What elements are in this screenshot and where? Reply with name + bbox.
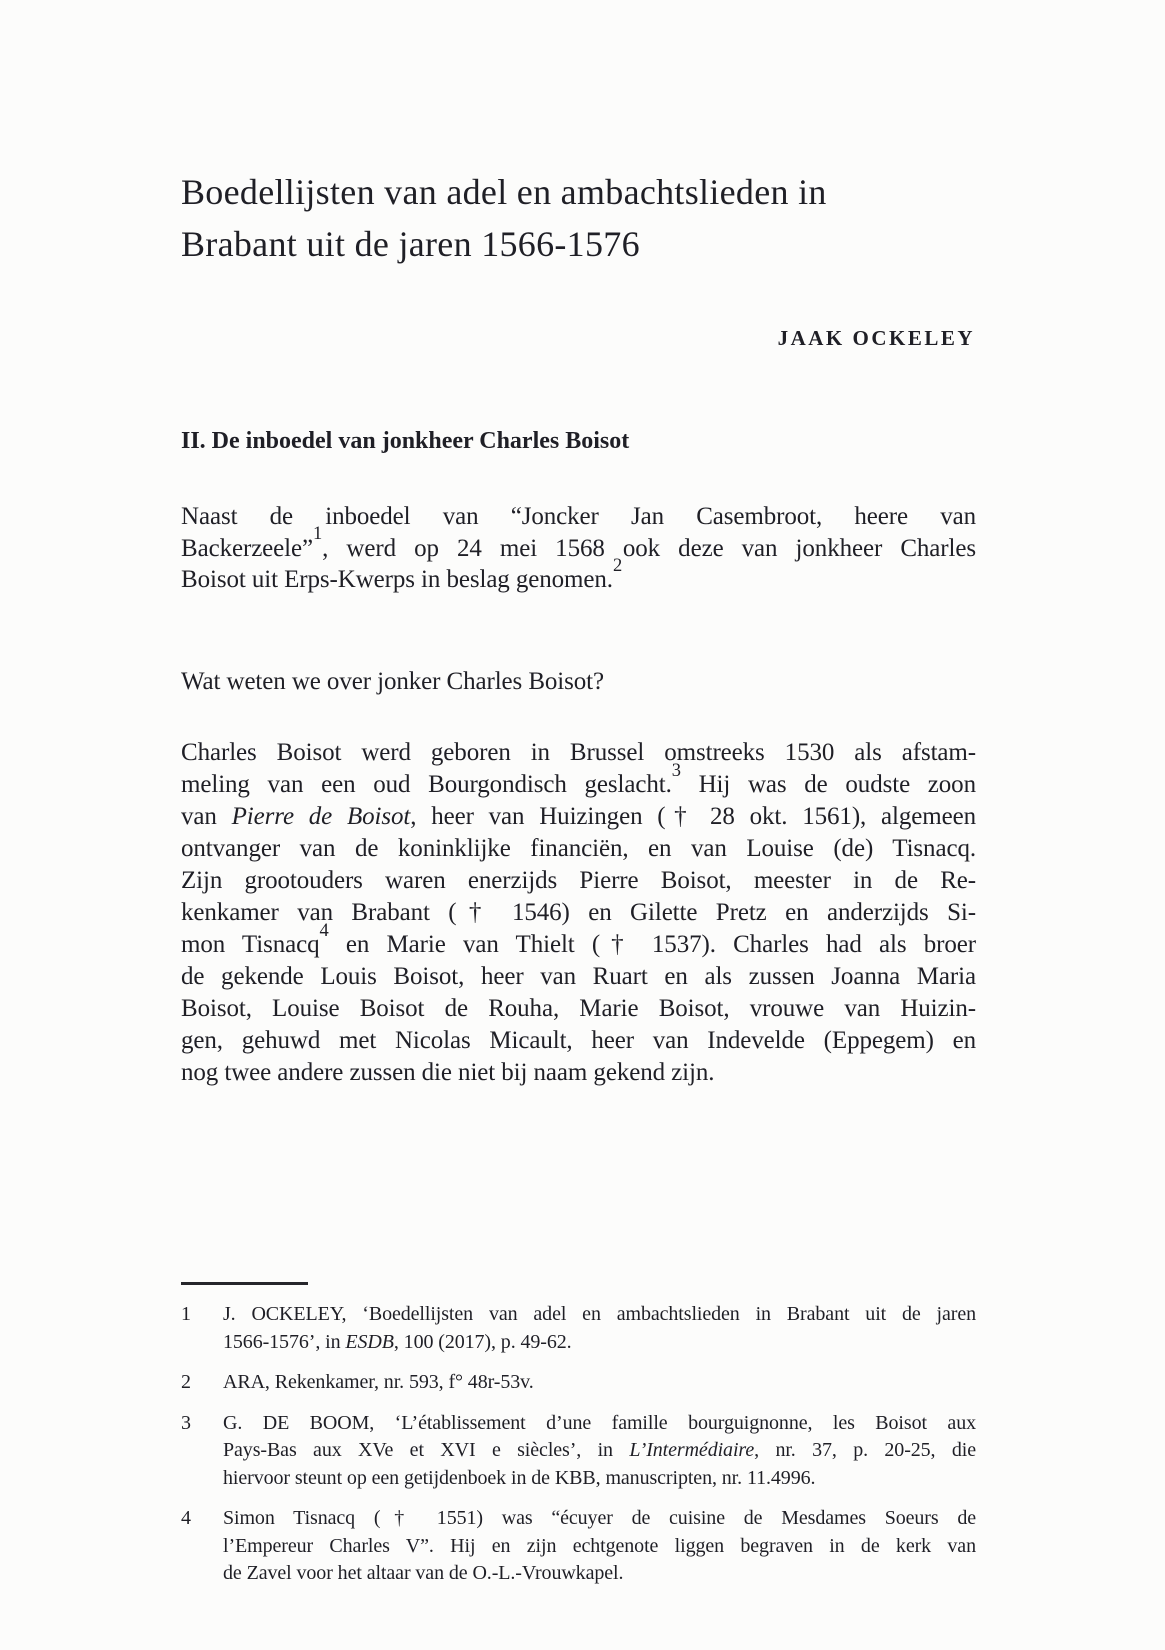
text-segment: Backerzeele” <box>181 534 314 562</box>
footnote-number: 2 <box>181 1371 191 1393</box>
paragraph-biography <box>181 737 976 1089</box>
footnote-separator-rule <box>181 1282 308 1285</box>
footnote-text <box>223 1301 976 1356</box>
text-line: Simon Tisnacq († 1551) was “écuyer de cuisine de Mesdames Soeurs de <box>223 1507 976 1529</box>
footnote-text <box>223 1369 976 1397</box>
italic-text: Pierre de Boisot <box>231 803 411 830</box>
footnote-4 <box>181 1505 976 1588</box>
text-line: G. DE BOOM, ‘L’établissement d’une famille bourguignonne, les Boisot aux <box>223 1411 976 1434</box>
footnote-text <box>223 1505 976 1588</box>
text-line: J. OCKELEY, ‘Boedellijsten van adel en ambachtslieden in Brabant uit de jaren <box>223 1303 976 1325</box>
text-segment: 1566-1576’, in <box>223 1330 346 1353</box>
text-line: l’Empereur Charles V”. Hij en zijn echtgenote liggen begraven in de kerk van <box>223 1534 976 1557</box>
article-title-line-1: Boedellijsten van adel en ambachtslieden in <box>181 172 827 212</box>
paragraph-intro <box>181 501 976 596</box>
text-segment: , nr. 37, p. 20-25, die <box>754 1439 976 1461</box>
text-line <box>181 801 976 833</box>
text-line: ontvanger van de koninklijke financiën, en van Louise (de) Tisnacq. <box>181 835 976 862</box>
text-line <box>223 1437 976 1465</box>
text-segment: van <box>181 803 232 830</box>
footnote-number: 4 <box>181 1507 191 1529</box>
text-line: Zijn grootouders waren enerzijds Pierre Boisot, meester in de Re- <box>181 867 976 894</box>
text-segment: , werd op 24 mei 1568 ook deze van jonkheer Charles <box>322 534 976 562</box>
text-line: de Zavel voor het altaar van de O.-L.-Vrouwkapel. <box>223 1562 624 1584</box>
author-name: JAAK OCKELEY <box>777 326 975 350</box>
text-line: Boisot, Louise Boisot de Rouha, Marie Boisot, vrouwe van Huizin- <box>181 995 976 1022</box>
footnote-2 <box>181 1369 976 1397</box>
text-line: Naast de inboedel van “Joncker Jan Casembroot, heere van <box>181 503 976 530</box>
text-segment: , heer van Huizingen († 28 okt. 1561), algemeen <box>410 803 976 830</box>
text-line <box>181 920 976 961</box>
text-line <box>181 760 976 801</box>
footnote-ref-3: 3 <box>671 760 681 781</box>
section-heading: II. De inboedel van jonkheer Charles Boisot <box>181 428 630 454</box>
article-title-line-2: Brabant uit de jaren 1566-1576 <box>181 224 640 264</box>
footnote-number: 3 <box>181 1411 191 1434</box>
text-line <box>223 1329 976 1357</box>
footnotes-block <box>181 1301 976 1601</box>
text-line: de gekende Louis Boisot, heer van Ruart en als zussen Joanna Maria <box>181 963 976 990</box>
italic-text: L’Intermédiaire <box>629 1439 755 1461</box>
text-segment: mon Tisnacq <box>181 931 320 958</box>
text-line: gen, gehuwd met Nicolas Micault, heer van Indevelde (Eppegem) en <box>181 1027 976 1054</box>
footnote-text <box>223 1410 976 1493</box>
footnote-1 <box>181 1301 976 1356</box>
text-line <box>181 524 976 565</box>
footnote-3 <box>181 1410 976 1493</box>
text-line: Charles Boisot werd geboren in Brussel omstreeks 1530 als afstam- <box>181 739 976 766</box>
footnote-ref-1: 1 <box>313 524 323 545</box>
text-line: hiervoor steunt op een getijdenboek in de KBB, manuscripten, nr. 11.4996. <box>223 1466 816 1489</box>
article-title <box>181 166 993 270</box>
text-line <box>181 555 976 596</box>
text-line: ARA, Rekenkamer, nr. 593, f° 48r-53v. <box>223 1371 534 1393</box>
text-segment: Boisot uit Erps-Kwerps in beslag genomen. <box>181 566 613 593</box>
text-segment: Hij was de oudste zoon <box>680 771 976 798</box>
question-line: Wat weten we over jonker Charles Boisot? <box>181 668 605 695</box>
text-segment: en Marie van Thielt († 1537). Charles had als broer <box>328 931 976 958</box>
footnote-number: 1 <box>181 1303 191 1325</box>
text-line: nog twee andere zussen die niet bij naam gekend zijn. <box>181 1059 715 1086</box>
footnote-ref-4: 4 <box>319 920 329 941</box>
text-segment: meling van een oud Bourgondisch geslacht. <box>181 771 672 798</box>
text-line: kenkamer van Brabant († 1546) en Gilette Pretz en anderzijds Si- <box>181 899 976 926</box>
text-segment: Pays-Bas aux XVe et XVI e siècles’, in <box>223 1439 630 1461</box>
footnote-ref-2: 2 <box>612 555 623 576</box>
text-segment: , 100 (2017), p. 49-62. <box>393 1330 572 1353</box>
italic-text: ESDB <box>345 1330 394 1353</box>
